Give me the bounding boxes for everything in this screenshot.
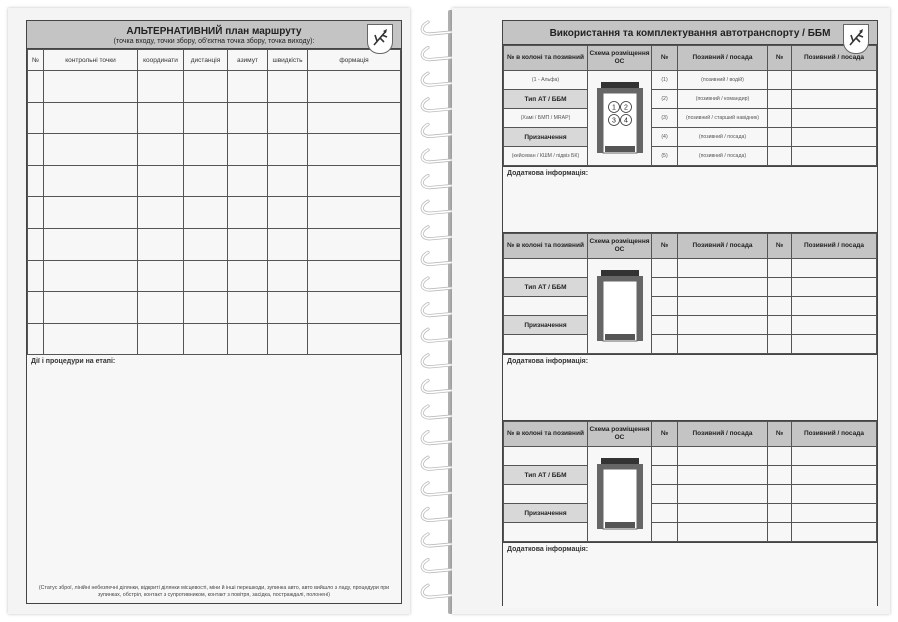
- route-cell[interactable]: [138, 71, 184, 103]
- route-cell[interactable]: [138, 197, 184, 229]
- vehicle-field-value[interactable]: [504, 335, 588, 354]
- crew-number: (4): [652, 128, 678, 147]
- crew-position-2[interactable]: [792, 466, 877, 485]
- spiral-ring: [422, 124, 452, 136]
- route-cell[interactable]: [308, 228, 401, 260]
- crew-position[interactable]: (позивний / командир): [678, 90, 768, 109]
- crew-position[interactable]: (позивний / посада): [678, 147, 768, 166]
- vehicle-field-value[interactable]: (кейсеван / КШМ / підвіз БК): [504, 147, 588, 166]
- vehicle-table-header: [504, 46, 877, 71]
- spiral-ring: [422, 22, 452, 34]
- vehicle-row: [504, 316, 877, 335]
- route-cell[interactable]: [138, 165, 184, 197]
- vehicle-topview-icon: [588, 80, 651, 156]
- additional-info[interactable]: [503, 354, 877, 420]
- vehicle-scheme: [588, 259, 652, 354]
- crew-position[interactable]: (позивний / водій): [678, 71, 768, 90]
- spiral-ring: [422, 252, 452, 264]
- additional-info[interactable]: [503, 166, 877, 232]
- crew-position-2[interactable]: [792, 316, 877, 335]
- spiral-ring: [422, 432, 452, 444]
- crew-number-2: [768, 147, 792, 166]
- route-plan-title: АЛЬТЕРНАТИВНИЙ план маршруту: [126, 26, 302, 37]
- crew-position[interactable]: [678, 485, 768, 504]
- route-cell[interactable]: [44, 260, 138, 292]
- crew-number: [652, 485, 678, 504]
- spiral-ring: [422, 355, 452, 367]
- vehicle-field-label: Тип АТ / ББМ: [504, 278, 588, 297]
- vehicle-row: [504, 90, 877, 109]
- vehicle-frame: [502, 20, 878, 606]
- route-plan-rows: [28, 71, 401, 355]
- vehicle-row: [504, 278, 877, 297]
- route-plan-table: [27, 49, 401, 355]
- route-cell[interactable]: [138, 292, 184, 324]
- vehicle-field-label: Призначення: [504, 128, 588, 147]
- crew-position-2[interactable]: [792, 485, 877, 504]
- route-cell[interactable]: [138, 134, 184, 166]
- vehicle-column-header: №: [652, 46, 678, 71]
- vehicle-column-header: Позивний / посада: [792, 234, 877, 259]
- route-cell[interactable]: [44, 134, 138, 166]
- route-cell[interactable]: [228, 228, 268, 260]
- route-row: [28, 197, 401, 229]
- route-row: [28, 228, 401, 260]
- route-cell[interactable]: [268, 71, 308, 103]
- seat-number: 3: [611, 117, 616, 125]
- vehicle-row: [504, 71, 877, 90]
- route-cell[interactable]: [268, 165, 308, 197]
- crew-number: (5): [652, 147, 678, 166]
- additional-info-label: Додаткова інформація:: [507, 546, 589, 553]
- crew-number-2: [768, 90, 792, 109]
- seat-number: 4: [623, 117, 628, 125]
- crew-number: [652, 504, 678, 523]
- crew-number-2: [768, 485, 792, 504]
- route-cell[interactable]: [268, 260, 308, 292]
- route-cell[interactable]: [184, 323, 228, 355]
- right-page: [452, 8, 890, 614]
- vehicle-block: [503, 233, 877, 421]
- crew-number-2: [768, 109, 792, 128]
- route-cell[interactable]: [308, 323, 401, 355]
- route-cell[interactable]: [228, 134, 268, 166]
- crew-position-2[interactable]: [792, 109, 877, 128]
- vehicle-column-header: №: [768, 234, 792, 259]
- vehicle-column-header: № в колоні та позивний: [504, 234, 588, 259]
- crew-position-2[interactable]: [792, 523, 877, 542]
- route-cell[interactable]: [44, 323, 138, 355]
- vehicle-field-label: Призначення: [504, 504, 588, 523]
- vehicle-field-value[interactable]: [504, 523, 588, 542]
- actions-footnote: (Статус зброї, лінійні небезпечні ділянки, відкриті ділянки місцевості, міни й інші перешкоди, зупинка авто, авто вийшло з ладу, процедури при зупинках, обстріл, контакт з супротивником, контакт з повітря, засідка, постраждалі, полонені): [38, 585, 390, 598]
- route-cell[interactable]: [28, 102, 44, 134]
- spiral-ring: [422, 304, 452, 316]
- spiral-ring: [422, 278, 452, 290]
- crew-position[interactable]: [678, 335, 768, 354]
- spiral-ring: [422, 508, 452, 520]
- route-cell[interactable]: [228, 260, 268, 292]
- route-row: [28, 165, 401, 197]
- vehicle-column-header: №: [768, 46, 792, 71]
- vehicle-row: [504, 504, 877, 523]
- crew-number: [652, 259, 678, 278]
- crew-position-2[interactable]: [792, 259, 877, 278]
- route-cell[interactable]: [44, 71, 138, 103]
- route-cell[interactable]: [184, 134, 228, 166]
- crew-number-2: [768, 504, 792, 523]
- route-cell[interactable]: [268, 134, 308, 166]
- spiral-ring: [422, 406, 452, 418]
- additional-info-label: Додаткова інформація:: [507, 358, 589, 365]
- vehicle-column-header: Позивний / посада: [678, 422, 768, 447]
- spiral-ring: [422, 483, 452, 495]
- crew-position[interactable]: [678, 316, 768, 335]
- crew-number: (1): [652, 71, 678, 90]
- vehicle-field-label: Призначення: [504, 316, 588, 335]
- vehicle-field-value[interactable]: (1 - Альфа): [504, 71, 588, 90]
- vehicle-column-header: Позивний / посада: [678, 46, 768, 71]
- additional-info-label: Додаткова інформація:: [507, 170, 589, 177]
- vehicle-field-value[interactable]: [504, 485, 588, 504]
- route-cell[interactable]: [268, 102, 308, 134]
- vehicle-field-value[interactable]: [504, 297, 588, 316]
- vehicle-blocks: [503, 45, 877, 608]
- spiral-ring: [422, 73, 452, 85]
- crew-position-2[interactable]: [792, 297, 877, 316]
- vehicle-row: [504, 109, 877, 128]
- vehicle-column-header: №: [652, 234, 678, 259]
- route-cell[interactable]: [28, 71, 44, 103]
- spiral-ring: [422, 201, 452, 213]
- crew-position-2[interactable]: [792, 71, 877, 90]
- route-cell[interactable]: [228, 71, 268, 103]
- route-cell[interactable]: [308, 71, 401, 103]
- route-cell[interactable]: [138, 228, 184, 260]
- spiral-ring: [422, 560, 452, 572]
- crew-number: [652, 447, 678, 466]
- route-column-header: дистанція: [184, 50, 228, 71]
- route-cell[interactable]: [184, 165, 228, 197]
- crew-position[interactable]: (позивний / посада): [678, 128, 768, 147]
- route-cell[interactable]: [184, 260, 228, 292]
- trident-emblem-icon: [843, 24, 869, 54]
- spiral-ring: [422, 329, 452, 341]
- crew-position-2[interactable]: [792, 504, 877, 523]
- route-plan-subtitle: (точка входу, точки збору, об'єктна точка збору, точка виходу):: [113, 38, 315, 45]
- vehicle-table-header: [504, 234, 877, 259]
- spiral-ring: [422, 48, 452, 60]
- crew-number: [652, 316, 678, 335]
- route-cell[interactable]: [138, 102, 184, 134]
- vehicle-field-label: Тип АТ / ББМ: [504, 90, 588, 109]
- spiral-ring: [422, 457, 452, 469]
- spiral-ring: [422, 534, 452, 546]
- route-cell[interactable]: [184, 71, 228, 103]
- route-plan-frame: [26, 20, 402, 604]
- vehicle-column-header: Схема розміщення ОС: [588, 422, 652, 447]
- vehicle-row: [504, 466, 877, 485]
- trident-emblem-icon: [367, 24, 393, 54]
- vehicle-table: [503, 233, 877, 354]
- vehicle-scheme: [588, 71, 652, 166]
- route-cell[interactable]: [308, 134, 401, 166]
- crew-position[interactable]: [678, 504, 768, 523]
- crew-position[interactable]: [678, 447, 768, 466]
- crew-position-2[interactable]: [792, 278, 877, 297]
- vehicle-row: [504, 447, 877, 466]
- vehicle-table: [503, 45, 877, 166]
- vehicle-column-header: №: [768, 422, 792, 447]
- route-cell[interactable]: [28, 165, 44, 197]
- vehicle-topview-icon: [588, 268, 651, 344]
- route-column-header: азимут: [228, 50, 268, 71]
- crew-number: (3): [652, 109, 678, 128]
- route-cell[interactable]: [138, 323, 184, 355]
- vehicle-column-header: № в колоні та позивний: [504, 422, 588, 447]
- route-cell[interactable]: [184, 197, 228, 229]
- crew-number-2: [768, 297, 792, 316]
- spiral-ring: [422, 227, 452, 239]
- crew-number-2: [768, 523, 792, 542]
- route-cell[interactable]: [44, 165, 138, 197]
- vehicle-column-header: Позивний / посада: [792, 46, 877, 71]
- crew-position[interactable]: [678, 278, 768, 297]
- route-cell[interactable]: [268, 323, 308, 355]
- vehicle-field-value[interactable]: (Хамі / БМП / MRAP): [504, 109, 588, 128]
- vehicle-block: [503, 421, 877, 608]
- route-cell[interactable]: [44, 102, 138, 134]
- route-cell[interactable]: [268, 228, 308, 260]
- route-cell[interactable]: [308, 197, 401, 229]
- route-cell[interactable]: [268, 197, 308, 229]
- route-plan-header: [27, 21, 401, 49]
- route-cell[interactable]: [308, 102, 401, 134]
- spiral-ring: [422, 380, 452, 392]
- route-cell[interactable]: [268, 292, 308, 324]
- vehicle-row: [504, 147, 877, 166]
- route-column-header: формація: [308, 50, 401, 71]
- vehicle-row: [504, 128, 877, 147]
- route-cell[interactable]: [28, 323, 44, 355]
- crew-position[interactable]: [678, 259, 768, 278]
- vehicle-table-header: [504, 422, 877, 447]
- vehicle-row: [504, 335, 877, 354]
- crew-position-2[interactable]: [792, 447, 877, 466]
- crew-position[interactable]: [678, 523, 768, 542]
- route-cell[interactable]: [228, 102, 268, 134]
- crew-number: (2): [652, 90, 678, 109]
- vehicle-field-value[interactable]: [504, 447, 588, 466]
- spiral-ring: [422, 585, 452, 597]
- route-cell[interactable]: [184, 228, 228, 260]
- crew-number-2: [768, 316, 792, 335]
- crew-position[interactable]: [678, 297, 768, 316]
- route-column-header: координати: [138, 50, 184, 71]
- spiral-ring: [422, 176, 452, 188]
- route-cell[interactable]: [44, 197, 138, 229]
- route-row: [28, 102, 401, 134]
- route-row: [28, 260, 401, 292]
- route-cell[interactable]: [308, 292, 401, 324]
- route-cell[interactable]: [228, 197, 268, 229]
- vehicle-scheme: [588, 447, 652, 542]
- crew-number-2: [768, 466, 792, 485]
- additional-info[interactable]: [503, 542, 877, 608]
- crew-number-2: [768, 71, 792, 90]
- crew-number: [652, 335, 678, 354]
- vehicle-row: [504, 523, 877, 542]
- vehicle-row: [504, 297, 877, 316]
- route-row: [28, 134, 401, 166]
- route-cell[interactable]: [228, 292, 268, 324]
- route-cell[interactable]: [184, 292, 228, 324]
- crew-number: [652, 278, 678, 297]
- crew-position-2[interactable]: [792, 147, 877, 166]
- route-cell[interactable]: [184, 102, 228, 134]
- crew-number: [652, 297, 678, 316]
- vehicle-table: [503, 421, 877, 542]
- vehicle-column-header: Схема розміщення ОС: [588, 46, 652, 71]
- spiral-ring: [422, 99, 452, 111]
- route-cell[interactable]: [44, 292, 138, 324]
- vehicle-column-header: Схема розміщення ОС: [588, 234, 652, 259]
- route-column-header: №: [28, 50, 44, 71]
- route-plan-column-headers: [28, 50, 401, 71]
- route-cell[interactable]: [228, 323, 268, 355]
- vehicle-field-value[interactable]: [504, 259, 588, 278]
- crew-position-2[interactable]: [792, 128, 877, 147]
- route-cell[interactable]: [28, 260, 44, 292]
- route-cell[interactable]: [28, 197, 44, 229]
- route-cell[interactable]: [138, 260, 184, 292]
- vehicle-column-header: № в колоні та позивний: [504, 46, 588, 71]
- crew-number-2: [768, 128, 792, 147]
- vehicle-row: [504, 485, 877, 504]
- spiral-ring: [422, 150, 452, 162]
- route-row: [28, 323, 401, 355]
- seat-number: 1: [611, 104, 616, 112]
- crew-number-2: [768, 259, 792, 278]
- crew-position-2[interactable]: [792, 335, 877, 354]
- route-cell[interactable]: [28, 134, 44, 166]
- route-row: [28, 292, 401, 324]
- crew-position-2[interactable]: [792, 90, 877, 109]
- crew-number-2: [768, 447, 792, 466]
- left-page: [8, 8, 410, 614]
- vehicle-field-label: Тип АТ / ББМ: [504, 466, 588, 485]
- vehicle-header: [503, 21, 877, 45]
- vehicle-column-header: №: [652, 422, 678, 447]
- route-cell[interactable]: [228, 165, 268, 197]
- vehicle-block: [503, 45, 877, 233]
- route-row: [28, 71, 401, 103]
- seat-number: 2: [623, 104, 628, 112]
- route-cell[interactable]: [28, 228, 44, 260]
- route-cell[interactable]: [308, 260, 401, 292]
- vehicle-topview-icon: [588, 456, 651, 532]
- crew-number: [652, 466, 678, 485]
- crew-position[interactable]: (позивний / старший навідник): [678, 109, 768, 128]
- crew-number: [652, 523, 678, 542]
- crew-position[interactable]: [678, 466, 768, 485]
- vehicle-column-header: Позивний / посада: [792, 422, 877, 447]
- actions-label: Дії і процедури на етапі:: [31, 358, 116, 366]
- vehicle-column-header: Позивний / посада: [678, 234, 768, 259]
- crew-number-2: [768, 335, 792, 354]
- route-cell[interactable]: [44, 228, 138, 260]
- route-cell[interactable]: [28, 292, 44, 324]
- crew-number-2: [768, 278, 792, 297]
- vehicle-title: Використання та комплектування автотранспорту / ББМ: [549, 28, 831, 39]
- route-column-header: контрольні точки: [44, 50, 138, 71]
- route-column-header: швидкість: [268, 50, 308, 71]
- vehicle-row: [504, 259, 877, 278]
- route-cell[interactable]: [308, 165, 401, 197]
